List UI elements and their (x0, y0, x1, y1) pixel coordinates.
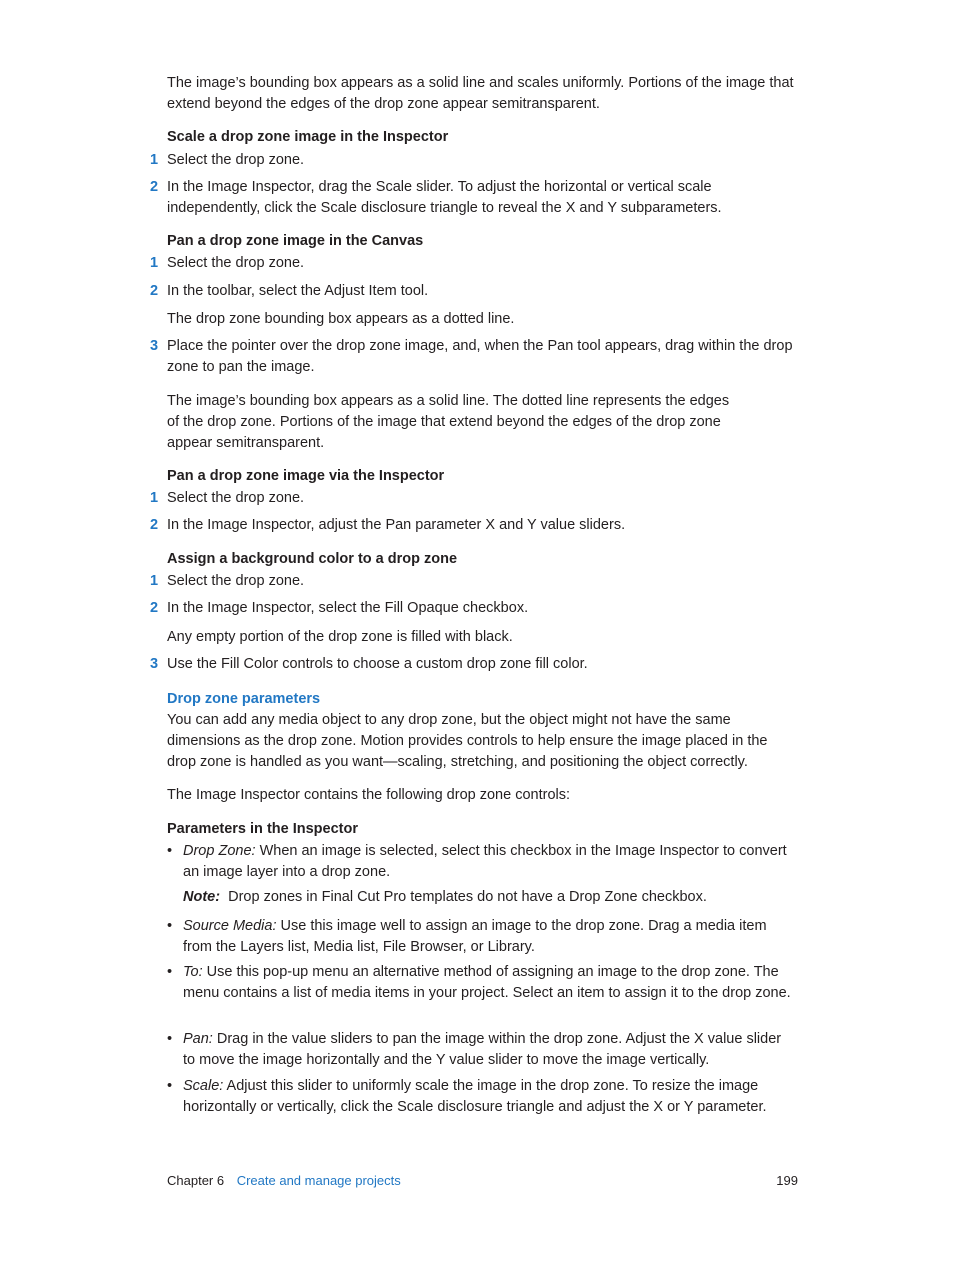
step-text: Use the Fill Color controls to choose a custom drop zone fill color. (167, 656, 588, 672)
definition: Drag in the value sliders to pan the image within the drop zone. Adjust the X value slider to move the image horizontally and the Y value slider to move the image vertically. (183, 1031, 782, 1068)
term: Source Media: (183, 918, 277, 934)
intro-paragraph: The image’s bounding box appears as a solid line and scales uniformly. Portions of the image that extend beyond the edges of the drop zone appear semitransparent. (167, 75, 794, 112)
step-number: 1 (150, 152, 159, 168)
list-item-text (183, 1076, 797, 1118)
footer-chapter-link[interactable]: Create and manage projects (236, 1173, 401, 1188)
step-text: Select the drop zone. (167, 255, 305, 271)
term: Drop Zone: (183, 843, 256, 859)
step-number: 1 (150, 573, 159, 589)
step-text: Select the drop zone. (167, 573, 305, 589)
section-paragraph: You can add any media object to any drop zone, but the object might not have the same dimensions as the drop zone. Motion provides controls to help ensure the image placed in the drop zone is handled as you want—scaling, stretching, and positioning the object correctly. (167, 712, 768, 770)
definition: Use this pop-up menu an alternative method of assigning an image to the drop zone. The menu contains a list of media items in your project. Select an item to assign it to the drop zone. (183, 964, 791, 1001)
step-text: In the Image Inspector, adjust the Pan parameter X and Y value sliders. (167, 517, 626, 533)
task-heading: Scale a drop zone image in the Inspector (167, 129, 449, 145)
bullet-icon: • (167, 964, 173, 980)
bullet-icon: • (167, 843, 173, 859)
page-footer (167, 1172, 401, 1190)
term: Scale: (183, 1078, 224, 1094)
section-title: Drop zone parameters (167, 691, 321, 707)
list-item-text (183, 962, 797, 1004)
step-result: The drop zone bounding box appears as a dotted line. (167, 311, 515, 327)
list-item-text (183, 841, 797, 883)
bullet-icon: • (167, 918, 173, 934)
step-result: The image’s bounding box appears as a solid line. The dotted line represents the edges of the drop zone. Portions of the image that extend beyond the edges of the drop zone appear semitransparent. (167, 393, 730, 451)
step-text: In the Image Inspector, select the Fill Opaque checkbox. (167, 600, 529, 616)
term: To: (183, 964, 203, 980)
step-number: 1 (150, 490, 159, 506)
step-number: 1 (150, 255, 159, 271)
term: Pan: (183, 1031, 213, 1047)
step-text: In the toolbar, select the Adjust Item tool. (167, 283, 429, 299)
note-text (183, 887, 797, 908)
step-number: 3 (150, 656, 159, 672)
list-item-text (183, 916, 797, 958)
definition: Use this image well to assign an image to the drop zone. Drag a media item from the Layers list, Media list, File Browser, or Library. (183, 918, 767, 955)
step-number: 2 (150, 283, 159, 299)
note-label: Note: (183, 889, 221, 905)
bullet-icon: • (167, 1078, 173, 1094)
step-number: 3 (150, 338, 159, 354)
step-text: Select the drop zone. (167, 152, 305, 168)
task-heading: Assign a background color to a drop zone (167, 551, 458, 567)
step-text: In the Image Inspector, drag the Scale slider. To adjust the horizontal or vertical scale independently, click the Scale disclosure triangle to reveal the X and Y subparameters. (167, 179, 722, 216)
bullet-icon: • (167, 1031, 173, 1047)
section-paragraph: The Image Inspector contains the following drop zone controls: (167, 787, 571, 803)
task-heading: Pan a drop zone image in the Canvas (167, 233, 424, 249)
step-number: 2 (150, 179, 159, 195)
definition: Adjust this slider to uniformly scale the image in the drop zone. To resize the image horizontally or vertically, click the Scale disclosure triangle and adjust the X or Y parameter. (183, 1078, 767, 1115)
footer-chapter: Chapter 6 (167, 1173, 225, 1188)
list-item-text (183, 1029, 797, 1071)
task-heading: Pan a drop zone image via the Inspector (167, 468, 445, 484)
note-body: Drop zones in Final Cut Pro templates do not have a Drop Zone checkbox. (220, 889, 707, 905)
list-heading: Parameters in the Inspector (167, 821, 358, 837)
step-number: 2 (150, 517, 159, 533)
step-result: Any empty portion of the drop zone is filled with black. (167, 629, 513, 645)
step-text: Select the drop zone. (167, 490, 305, 506)
step-number: 2 (150, 600, 159, 616)
page-number: 199 (776, 1173, 798, 1188)
step-text: Place the pointer over the drop zone image, and, when the Pan tool appears, drag within the drop zone to pan the image. (167, 338, 793, 375)
definition: When an image is selected, select this checkbox in the Image Inspector to convert an image layer into a drop zone. (183, 843, 787, 880)
